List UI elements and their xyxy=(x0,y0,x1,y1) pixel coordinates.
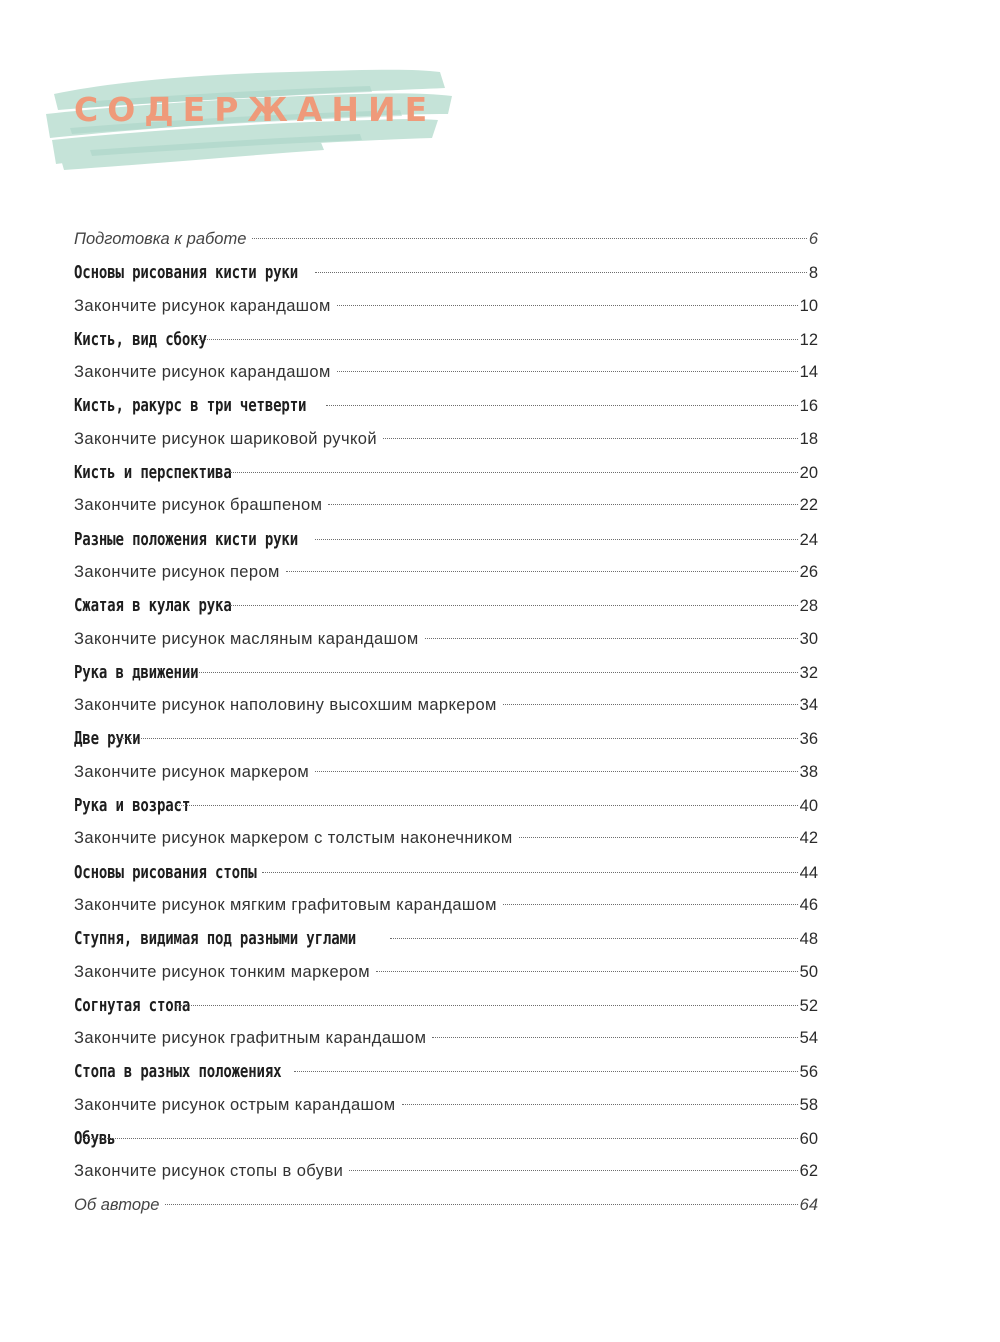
toc-entry-title: Об авторе xyxy=(74,1195,160,1214)
toc-page-number: 58 xyxy=(799,1095,818,1114)
toc-entry-title: Закончите рисунок пером xyxy=(74,562,280,581)
toc-page-number: 28 xyxy=(799,597,818,616)
dot-leader xyxy=(177,1005,798,1006)
toc-entry-title: Подготовка к работе xyxy=(74,230,247,248)
toc-page-number: 36 xyxy=(799,730,818,749)
dot-leader xyxy=(165,1204,797,1205)
toc-entry-exercise xyxy=(74,956,818,989)
toc-entry-title: Закончите рисунок тонким маркером xyxy=(74,962,370,981)
toc-entry-chapter xyxy=(74,323,818,356)
toc-entry-chapter xyxy=(74,1055,818,1088)
toc-entry-extra xyxy=(74,223,818,256)
toc-entry-title: Кисть, вид сбоку xyxy=(74,328,207,350)
toc-entry-title: Закончите рисунок маркером xyxy=(74,762,310,781)
toc-entry-exercise xyxy=(74,756,818,789)
dot-leader xyxy=(503,704,798,705)
toc-page-number: 18 xyxy=(799,429,818,448)
title-block xyxy=(40,52,460,182)
toc-entry-exercise xyxy=(74,356,818,389)
dot-leader xyxy=(294,1071,798,1072)
dot-leader xyxy=(113,738,798,739)
toc-entry-title: Сжатая в кулак рука xyxy=(74,595,232,617)
dot-leader xyxy=(383,438,798,439)
toc-page-number: 6 xyxy=(808,230,818,248)
dot-leader xyxy=(81,1138,797,1139)
dot-leader xyxy=(326,405,798,406)
toc-page-number: 48 xyxy=(799,930,818,949)
toc-page-number: 64 xyxy=(799,1195,818,1214)
dot-leader xyxy=(432,1037,797,1038)
dot-leader xyxy=(503,904,798,905)
toc-entry-exercise xyxy=(74,556,818,589)
toc-entry-exercise xyxy=(74,1155,818,1188)
toc-page-number: 44 xyxy=(799,863,818,882)
toc-entry-title: Обувь xyxy=(74,1128,116,1150)
toc-entry-chapter xyxy=(74,722,818,755)
toc-entry-title: Закончите рисунок наполовину высохшим маркером xyxy=(74,696,497,715)
dot-leader xyxy=(286,571,798,572)
dot-leader xyxy=(177,805,798,806)
dot-leader xyxy=(230,472,798,473)
toc-entry-title: Согнутая стопа xyxy=(74,994,191,1016)
dot-leader xyxy=(315,539,797,540)
toc-page-number: 62 xyxy=(799,1162,818,1181)
toc-page-number: 50 xyxy=(799,962,818,981)
dot-leader xyxy=(198,339,797,340)
toc-entry-exercise xyxy=(74,290,818,323)
toc-entry-chapter xyxy=(74,389,818,422)
dot-leader xyxy=(425,638,798,639)
toc-entry-title: Рука в движении xyxy=(74,661,199,683)
toc-entry-exercise xyxy=(74,822,818,855)
toc-entry-title: Закончите рисунок острым карандашом xyxy=(74,1095,396,1114)
toc-entry-exercise xyxy=(74,623,818,656)
toc-entry-title: Закончите рисунок карандашом xyxy=(74,363,331,382)
toc-page-number: 26 xyxy=(799,562,818,581)
toc-entry-title: Закончите рисунок мягким графитовым карандашом xyxy=(74,895,497,914)
toc-entry-title: Разные положения кисти руки xyxy=(74,528,299,550)
toc-page-number: 42 xyxy=(799,829,818,848)
toc-entry-exercise xyxy=(74,1022,818,1055)
dot-leader xyxy=(315,771,798,772)
toc-page-number: 52 xyxy=(799,996,818,1015)
toc-entry-title: Закончите рисунок шариковой ручкой xyxy=(74,429,377,448)
toc-entry-chapter xyxy=(74,1122,818,1155)
table-of-contents xyxy=(74,223,818,1222)
toc-entry-extra xyxy=(74,1189,818,1222)
toc-entry-title: Кисть, ракурс в три четверти xyxy=(74,395,307,417)
dot-leader xyxy=(337,305,798,306)
toc-page-number: 40 xyxy=(799,797,818,816)
toc-entry-title: Закончите рисунок масляным карандашом xyxy=(74,629,419,648)
toc-entry-chapter xyxy=(74,922,818,955)
toc-page-number: 8 xyxy=(808,264,818,283)
toc-entry-exercise xyxy=(74,1089,818,1122)
dot-leader xyxy=(188,672,798,673)
dot-leader xyxy=(252,238,806,239)
page-title: СОДЕРЖАНИЕ xyxy=(74,90,437,129)
toc-entry-title: Две руки xyxy=(74,728,141,750)
toc-page-number: 46 xyxy=(799,895,818,914)
dot-leader xyxy=(262,872,798,873)
toc-entry-chapter xyxy=(74,456,818,489)
toc-entry-title: Основы рисования стопы xyxy=(74,861,257,883)
toc-page-number: 14 xyxy=(799,363,818,382)
toc-page-number: 56 xyxy=(799,1063,818,1082)
dot-leader xyxy=(349,1170,797,1171)
dot-leader xyxy=(390,938,798,939)
toc-page-number: 54 xyxy=(799,1029,818,1048)
dot-leader xyxy=(519,837,798,838)
toc-page-number: 30 xyxy=(799,629,818,648)
toc-entry-title: Кисть и перспектива xyxy=(74,462,232,484)
dot-leader xyxy=(337,371,798,372)
dot-leader xyxy=(315,272,807,273)
toc-entry-exercise xyxy=(74,489,818,522)
toc-page-number: 24 xyxy=(799,530,818,549)
toc-entry-exercise xyxy=(74,689,818,722)
toc-entry-exercise xyxy=(74,889,818,922)
toc-page-number: 32 xyxy=(799,663,818,682)
dot-leader xyxy=(402,1104,798,1105)
dot-leader xyxy=(376,971,798,972)
toc-page-number: 20 xyxy=(799,464,818,483)
toc-entry-title: Стопа в разных положениях xyxy=(74,1061,282,1083)
toc-page-number: 10 xyxy=(799,296,818,315)
toc-page-number: 34 xyxy=(799,696,818,715)
toc-entry-title: Основы рисования кисти руки xyxy=(74,262,299,284)
toc-entry-title: Закончите рисунок стопы в обуви xyxy=(74,1162,344,1181)
toc-page-number: 12 xyxy=(799,330,818,349)
toc-entry-chapter xyxy=(74,589,818,622)
toc-entry-title: Закончите рисунок маркером с толстым наконечником xyxy=(74,829,513,848)
toc-entry-title: Закончите рисунок брашпеном xyxy=(74,496,323,515)
toc-page-number: 22 xyxy=(799,496,818,515)
toc-entry-chapter xyxy=(74,256,818,289)
toc-entry-chapter xyxy=(74,656,818,689)
toc-entry-title: Ступня, видимая под разными углами xyxy=(74,928,357,950)
toc-entry-chapter xyxy=(74,789,818,822)
dot-leader xyxy=(230,605,798,606)
toc-entry-title: Рука и возраст xyxy=(74,795,191,817)
toc-page-number: 38 xyxy=(799,762,818,781)
toc-entry-exercise xyxy=(74,423,818,456)
toc-entry-chapter xyxy=(74,856,818,889)
dot-leader xyxy=(328,504,797,505)
toc-entry-title: Закончите рисунок карандашом xyxy=(74,296,331,315)
toc-entry-chapter xyxy=(74,989,818,1022)
toc-entry-title: Закончите рисунок графитным карандашом xyxy=(74,1029,427,1048)
toc-page-number: 60 xyxy=(799,1130,818,1149)
toc-page-number: 16 xyxy=(799,397,818,416)
toc-entry-chapter xyxy=(74,523,818,556)
